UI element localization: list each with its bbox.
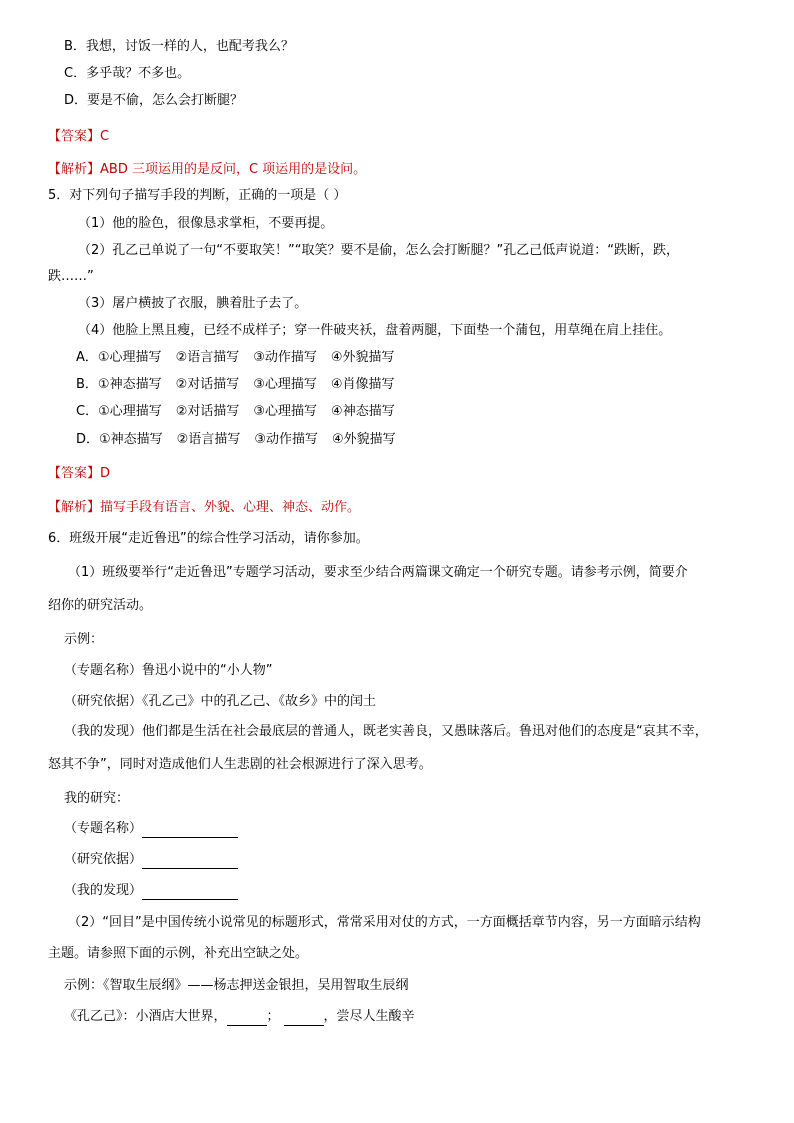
option-c: C．多乎哉？不多也。 <box>64 66 191 81</box>
analysis-label: 【解析】 <box>48 500 101 515</box>
couplet-blank-2[interactable] <box>284 1011 324 1026</box>
option-b: B．我想，讨饭一样的人，也配考我么？ <box>64 39 294 54</box>
basis-blank[interactable] <box>142 854 238 869</box>
topic-blank[interactable] <box>142 823 238 838</box>
q5-stem: 5．对下列句子描写手段的判断，正确的一项是（ ） <box>48 188 347 203</box>
answer-value: C <box>100 129 110 144</box>
answer-label: 【答案】 <box>48 466 101 481</box>
q6-part1-b: 绍你的研究活动。 <box>48 598 153 613</box>
option-d: D．要是不偷，怎么会打断腿？ <box>64 93 244 108</box>
q4-answer <box>48 128 109 146</box>
my-research-label: 我的研究： <box>64 791 130 806</box>
q5-analysis <box>48 499 360 517</box>
finding-blank[interactable] <box>142 885 238 900</box>
q5-sentence-4: （4）他脸上黑且瘦，已经不成样子；穿一件破夹袄，盘着两腿，下面垫一个蒲包，用草绳在肩上挂住。 <box>78 323 672 338</box>
q5-sentence-2b: 跌……” <box>48 269 94 284</box>
example-topic: （专题名称）鲁迅小说中的“小人物” <box>64 663 273 678</box>
example-basis: （研究依据）《孔乙己》中的孔乙己、《故乡》中的闰土 <box>64 694 377 709</box>
example-finding-a: （我的发现）他们都是生活在社会最底层的普通人，既老实善良，又愚昧落后。鲁迅对他们的态度是“哀其不幸， <box>64 724 708 739</box>
q5-option-b: B．①神态描写 ②对话描写 ③心理描写 ④肖像描写 <box>76 377 395 392</box>
my-finding-row: （我的发现） <box>64 882 238 900</box>
analysis-text: 描写手段有语言、外貌、心理、神态、动作。 <box>100 500 361 515</box>
example2: 示例：《智取生辰纲》——杨志押送金银担，吴用智取生辰纲 <box>64 978 409 993</box>
my-basis-row: （研究依据） <box>64 851 238 869</box>
q6-part2-b: 主题。请参照下面的示例，补充出空缺之处。 <box>48 946 309 961</box>
q5-option-c: C．①心理描写 ②对话描写 ③心理描写 ④神态描写 <box>76 404 395 419</box>
analysis-label: 【解析】 <box>48 162 101 177</box>
answer-value: D <box>100 466 111 481</box>
analysis-text: ABD 三项运用的是反问，C 项运用的是设问。 <box>100 162 367 177</box>
q4-analysis <box>48 161 366 179</box>
q5-answer <box>48 465 110 483</box>
my-topic-row: （专题名称） <box>64 820 238 838</box>
q6-part2-a: （2）“回目”是中国传统小说常见的标题形式，常常采用对仗的方式，一方面概括章节内容，另一方面暗示结构 <box>68 915 701 930</box>
couplet-blank-1[interactable] <box>227 1011 267 1026</box>
fill-in-row: 《孔乙己》：小酒店大世界， ； ，尝尽人生酸辛 <box>64 1009 415 1024</box>
example-label: 示例： <box>64 632 104 647</box>
q5-option-a: A．①心理描写 ②语言描写 ③动作描写 ④外貌描写 <box>76 350 395 365</box>
answer-label: 【答案】 <box>48 129 101 144</box>
q6-stem: 6．班级开展“走近鲁迅”的综合性学习活动，请你参加。 <box>48 531 369 546</box>
q5-option-d: D．①神态描写 ②语言描写 ③动作描写 ④外貌描写 <box>76 432 396 447</box>
example-finding-b: 怒其不争”，同时对造成他们人生悲剧的社会根源进行了深入思考。 <box>48 757 432 772</box>
q5-sentence-3: （3）屠户横披了衣服，腆着肚子去了。 <box>78 296 308 311</box>
q5-sentence-2a: （2）孔乙己单说了一句“不要取笑！”“取笑？要不是偷，怎么会打断腿？”孔乙己低声说道：“跌断，跌， <box>78 243 679 258</box>
q5-sentence-1: （1）他的脸色，很像恳求掌柜，不要再提。 <box>78 216 334 231</box>
q6-part1-a: （1）班级要举行“走近鲁迅”专题学习活动，要求至少结合两篇课文确定一个研究专题。请参考示例，简要介 <box>68 565 688 580</box>
